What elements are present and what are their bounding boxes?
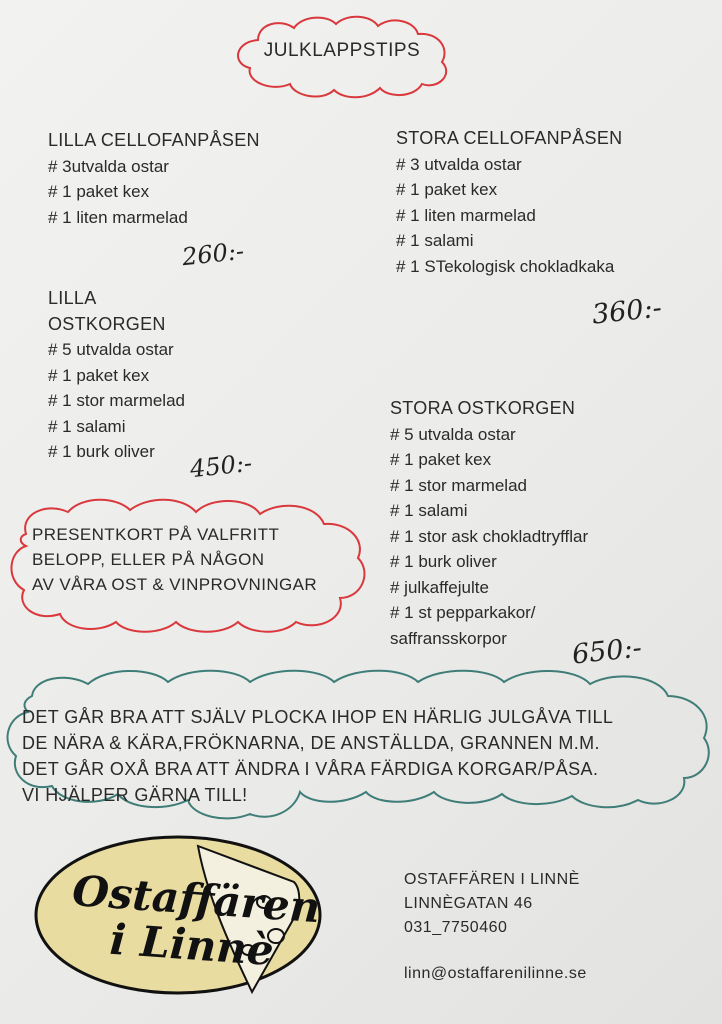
list-item: # 1 paket kex: [396, 180, 498, 199]
stora-cellofanpasen-section: [396, 126, 622, 279]
logo-line-2: i Linnè: [108, 914, 276, 976]
list-item: # 5 utvalda ostar: [48, 340, 174, 359]
gift-card-line: BELOPP, ELLER PÅ NÅGON: [32, 550, 265, 569]
contact-block: [404, 868, 587, 986]
info-line: VI HJÄLPER GÄRNA TILL!: [22, 785, 248, 805]
section-heading: STORA OSTKORGEN: [390, 398, 576, 418]
shop-logo: [32, 832, 324, 998]
page-title: JULKLAPPSTIPS: [263, 40, 421, 61]
list-item: # 3utvalda ostar: [48, 156, 169, 176]
gift-card-line: PRESENTKORT PÅ VALFRITT: [32, 525, 280, 544]
info-line: DE NÄRA & KÄRA,FRÖKNARNA, DE ANSTÄLLDA, GRANNEN M.M.: [22, 733, 600, 753]
gift-card-line: AV VÅRA OST & VINPROVNINGAR: [32, 575, 318, 594]
list-item: # 5 utvalda ostar: [390, 424, 516, 444]
section-heading: LILLA CELLOFANPÅSEN: [48, 130, 260, 150]
price-label: 360:-: [590, 292, 664, 331]
price-label: 260:-: [180, 236, 246, 272]
list-item: # 1 salami: [396, 231, 474, 250]
list-item: # 1 stor marmelad: [390, 475, 527, 495]
list-item: # 1 stor marmelad: [48, 391, 185, 410]
list-item: # julkaffejulte: [390, 577, 489, 597]
price-label: 450:-: [188, 448, 254, 484]
price-label: 650:-: [570, 632, 644, 671]
email-address: linn@ostaffarenilinne.se: [404, 965, 587, 982]
list-item: # 1 liten marmelad: [396, 205, 536, 225]
list-item: # 1 salami: [390, 501, 468, 520]
info-line: DET GÅR BRA ATT SJÄLV PLOCKA IHOP EN HÄRLIG JULGÅVA TILL: [22, 707, 614, 727]
list-item: # 1 paket kex: [48, 182, 150, 201]
list-item: # 1 stor ask chokladtryfflar: [390, 526, 589, 546]
list-item: # 1 st pepparkakor/: [390, 603, 536, 622]
lilla-cellofanpasen-section: [48, 128, 260, 230]
list-item: # 1 salami: [48, 416, 126, 436]
lilla-ostkorgen-section: [48, 286, 185, 465]
list-item: # 1 STekologisk chokladkaka: [396, 256, 615, 276]
section-heading: STORA CELLOFANPÅSEN: [396, 128, 623, 148]
list-item: # 1 paket kex: [48, 365, 150, 385]
list-item: # 1 liten marmelad: [48, 207, 188, 227]
list-item: # 1 burk oliver: [390, 552, 497, 571]
list-item: # 1 burk oliver: [48, 442, 155, 461]
gift-card-text: [32, 522, 362, 597]
list-item: # 3 utvalda ostar: [396, 154, 522, 174]
shop-name: OSTAFFÄREN I LINNÈ: [404, 871, 580, 888]
list-item: saffransskorpor: [390, 628, 507, 648]
info-text: [22, 704, 702, 808]
logo-line-1: Ostaffären: [70, 866, 322, 933]
stora-ostkorgen-section: [390, 396, 588, 651]
section-heading: OSTKORGEN: [48, 313, 166, 334]
street-address: LINNÈGATAN 46: [404, 895, 533, 912]
section-heading: LILLA: [48, 288, 97, 308]
phone-number: 031_7750460: [404, 919, 508, 936]
list-item: # 1 paket kex: [390, 450, 492, 469]
info-line: DET GÅR OXÅ BRA ATT ÄNDRA I VÅRA FÄRDIGA KORGAR/PÅSA.: [22, 759, 599, 779]
